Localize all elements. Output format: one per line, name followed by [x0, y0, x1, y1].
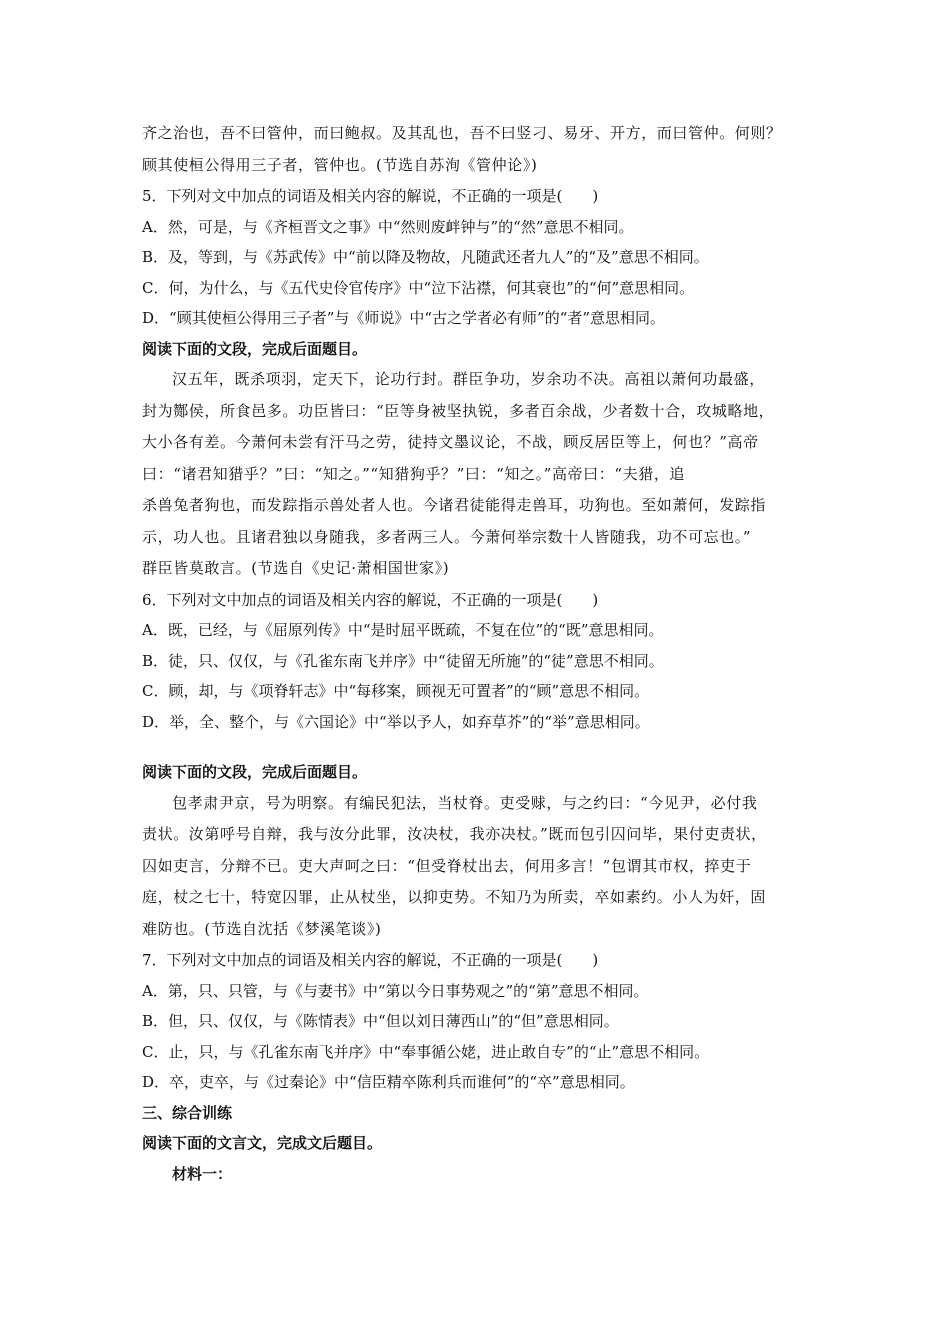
passage-xiaohe	[142, 364, 826, 585]
passage-line: 难防也。(节选自沈括《梦溪笔谈》)	[142, 919, 382, 938]
question-5	[142, 181, 826, 334]
passage-line: 大小各有差。今萧何未尝有汗马之劳，徒持文墨议论，不战，顾反居臣等上，何也？”高帝	[142, 433, 759, 451]
option-c: C．顾，却，与《项脊轩志》中“每移案，顾视无可置者”的“顾”意思不相同。	[142, 682, 650, 700]
option-c: C．止，只，与《孔雀东南飞并序》中“奉事循公姥，进止敢自专”的“止”意思不相同。	[142, 1042, 710, 1061]
passage-line: 庭，杖之七十，特宽囚罪，止从杖坐，以抑吏势。不知乃为所卖，卒如素约。小人为奸，固	[142, 888, 767, 906]
question-6	[142, 585, 826, 738]
reading-heading: 阅读下面的文段，完成后面题目。	[142, 339, 368, 358]
option-b: B．徒，只、仅仅，与《孔雀东南飞并序》中“徒留无所施”的“徒”意思不相同。	[142, 651, 664, 670]
passage-line: 曰：“诸君知猎乎？”曰：“知之。”“知猎狗乎？”曰：“知之。”高帝曰：“夫猎，追	[142, 464, 686, 483]
passage-guanzhong	[142, 118, 826, 181]
option-b: B．及，等到，与《苏武传》中“前以降及物故，凡随武还者九人”的“及”意思不相同。	[142, 248, 709, 266]
option-a: A．既，已经，与《屈原列传》中“是时屈平既疏，不复在位”的“既”意思相同。	[142, 621, 664, 639]
passage-line: 责状。汝第呼号自辩，我与汝分此罪，汝决杖，我亦决杖。”既而包引囚问毕，果付吏责状，	[142, 825, 767, 843]
passage-line: 包孝肃尹京，号为明察。有编民犯法，当杖脊。吏受赇，与之约曰：“今见尹，必付我	[172, 793, 758, 812]
option-a: A．第，只、只管，与《与妻书》中“第以今日事势观之”的“第”意思不相同。	[142, 981, 649, 1000]
passage-line: 杀兽兔者狗也，而发踪指示兽处者人也。今诸君徒能得走兽耳，功狗也。至如萧何，发踪指	[142, 496, 767, 514]
passage-line: 囚如吏言，分辩不已。吏大声呵之曰：“但受脊杖出去，何用多言！”包谓其市权，捽吏于	[142, 856, 752, 875]
question-stem: 6．下列对文中加点的词语及相关内容的解说，不正确的一项是( )	[142, 590, 599, 609]
reading-heading: 阅读下面的文言文，完成文后题目。	[142, 1134, 383, 1152]
option-b: B．但，只、仅仅，与《陈情表》中“但以刘日薄西山”的“但”意思相同。	[142, 1012, 619, 1030]
option-d: D．“顾其使桓公得用三子者”与《师说》中“古之学者必有师”的“者”意思相同。	[142, 309, 666, 327]
option-c: C．何，为什么，与《五代史伶官传序》中“泣下沾襟，何其衰也”的“何”意思相同。	[142, 278, 695, 297]
question-stem: 5．下列对文中加点的词语及相关内容的解说，不正确的一项是( )	[142, 187, 599, 205]
document-page	[142, 118, 826, 1189]
material-label: 材料一：	[172, 1164, 233, 1183]
passage-line: 齐之治也，吾不曰管仲，而曰鲍叔。及其乱也，吾不曰竖刁、易牙、开方，而曰管仲。何则？	[142, 124, 782, 142]
reading-heading: 阅读下面的文段，完成后面题目。	[142, 763, 368, 781]
passage-line: 封为酂侯，所食邑多。功臣皆曰：“臣等身被坚执锐，多者百余战，少者数十合，攻城略地，	[142, 401, 775, 420]
option-a: A．然，可是，与《齐桓晋文之事》中“然则废衅钟与”的“然”意思不相同。	[142, 217, 634, 236]
passage-line: 汉五年，既杀项羽，定天下，论功行封。群臣争功，岁余功不决。高祖以萧何功最盛，	[172, 370, 765, 388]
passage-line: 群臣皆莫敢言。(节选自《史记·萧相国世家》)	[142, 559, 450, 577]
spacer	[142, 737, 826, 757]
passage-line: 顾其使桓公得用三子者，管仲也。(节选自苏洵《管仲论》)	[142, 155, 538, 174]
option-d: D．举，全、整个，与《六国论》中“举以予人，如弃草芥”的“举”意思相同。	[142, 712, 650, 731]
passage-baozheng	[142, 788, 826, 946]
option-d: D．卒，吏卒，与《过秦论》中“信臣精卒陈利兵而谁何”的“卒”意思相同。	[142, 1073, 635, 1091]
passage-line: 示，功人也。且诸君独以身随我，多者两三人。今萧何举宗数十人皆随我，功不可忘也。”	[142, 527, 752, 546]
question-7	[142, 945, 826, 1098]
section-heading: 三、综合训练	[142, 1103, 233, 1122]
question-stem: 7．下列对文中加点的词语及相关内容的解说，不正确的一项是( )	[142, 951, 599, 969]
